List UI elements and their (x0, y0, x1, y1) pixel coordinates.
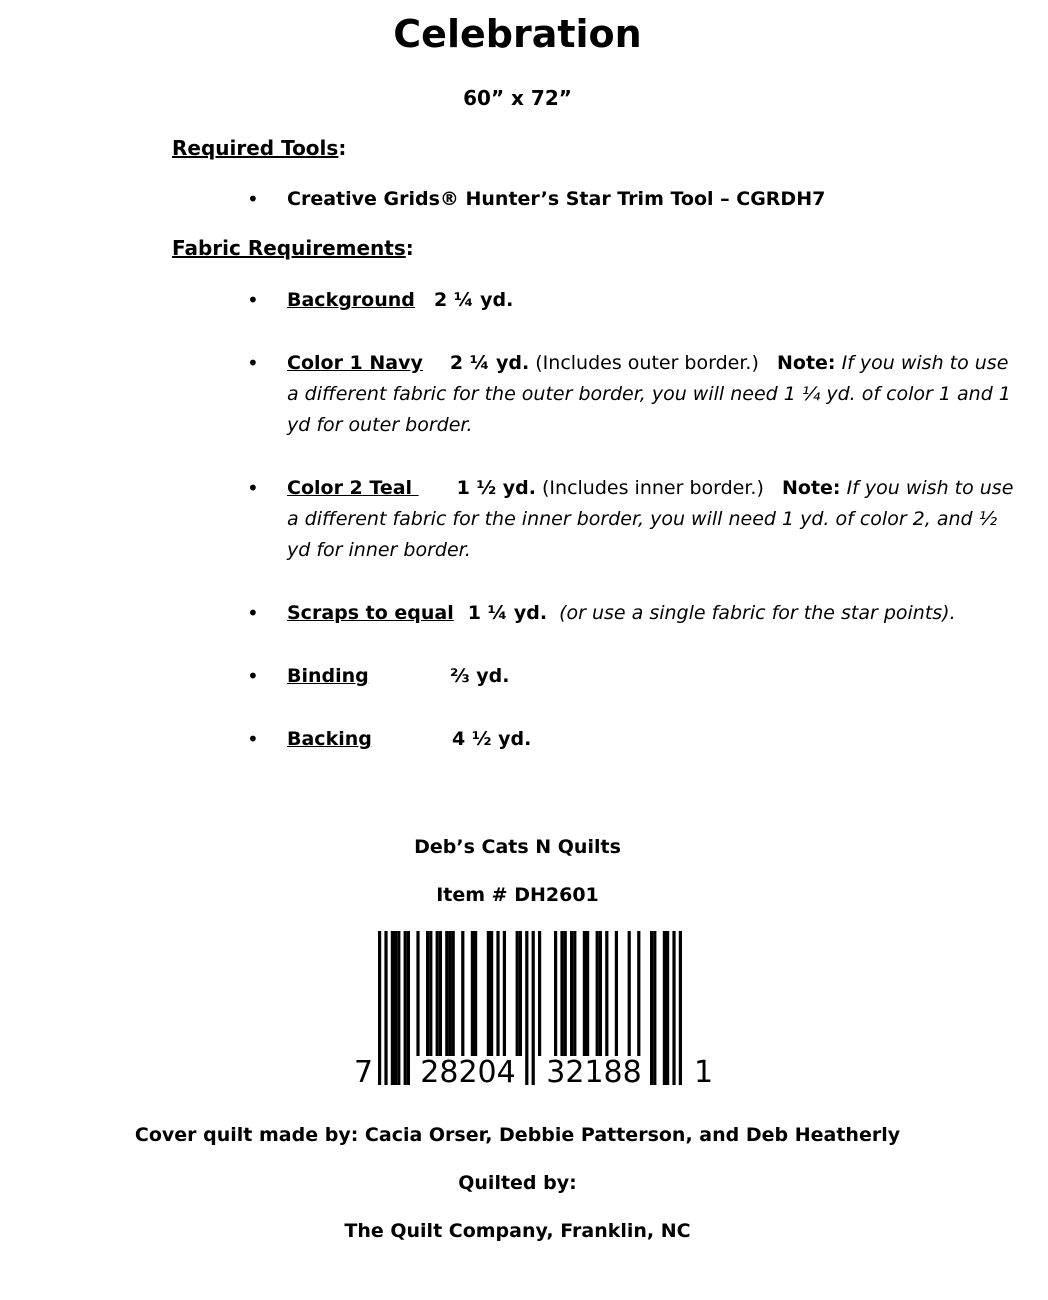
barcode-bar (516, 931, 519, 1056)
barcode-group-right: 32188 (546, 1055, 642, 1090)
barcode-bar (538, 931, 541, 1056)
fabric-detail: (Includes inner border.) (535, 477, 764, 499)
barcode-bar (596, 931, 599, 1056)
barcode-bar (599, 931, 602, 1056)
barcode-bar (439, 931, 442, 1056)
barcode-bar (519, 931, 522, 1056)
required-tools-colon: : (338, 136, 347, 160)
barcode-bar (416, 931, 419, 1056)
barcode-bar (653, 931, 656, 1085)
barcode-digit-last: 1 (694, 1055, 714, 1090)
bullet: • (247, 727, 259, 751)
fabric-amount: 2 ¼ yd. (449, 352, 530, 374)
fabric-item-color-1-navy (287, 348, 1022, 441)
fabric-label: Binding (287, 665, 369, 687)
fabric-item-color-2-teal (287, 473, 1022, 566)
fabric-amount: 4 ½ yd. (452, 728, 532, 750)
barcode-bar (605, 931, 608, 1056)
barcode-bar (384, 931, 387, 1085)
fabric-amount: 2 ¼ yd. (434, 289, 514, 311)
barcode-bar (503, 931, 506, 1056)
barcode-bar (426, 931, 429, 1056)
barcode-bar (471, 931, 474, 1056)
barcode-bar (436, 931, 439, 1056)
bullet: • (247, 476, 259, 500)
quilted-by-label: Quilted by: (458, 1172, 577, 1194)
barcode-bar (496, 931, 499, 1056)
barcode-bar (583, 931, 586, 1056)
barcode-bar (490, 931, 493, 1056)
required-tools-heading (172, 136, 346, 160)
fabric-label: Color 2 Teal (287, 477, 419, 499)
fabric-label: Scraps to equal (287, 602, 454, 624)
fabric-item-backing (287, 724, 1022, 755)
barcode-bar (672, 931, 675, 1085)
barcode-bar (474, 931, 477, 1056)
barcode-bar (564, 931, 567, 1056)
barcode-bar (637, 931, 640, 1056)
barcode-bar (586, 931, 589, 1056)
barcode-bar (445, 931, 448, 1056)
barcode-bar (429, 931, 432, 1056)
quilter-name: The Quilt Company, Franklin, NC (344, 1220, 691, 1242)
fabric-note: If you wish to use a different fabric for the inner border, you will need 1 yd. of color 2, and ½ yd for inner border. (287, 477, 1014, 561)
barcode-bar (407, 931, 410, 1085)
barcode-bar (679, 931, 682, 1085)
fabric-label: Background (287, 289, 415, 311)
fabric-amount: ⅔ yd. (450, 665, 510, 687)
note-label: Note: (777, 352, 836, 374)
fabric-note: If you wish to use a different fabric for the outer border, you will need 1 ¼ yd. of color 1 and 1 yd for outer border. (287, 352, 1011, 436)
quilt-size: 60” x 72” (463, 86, 572, 110)
fabric-item-background (287, 285, 1022, 316)
fabric-requirements-colon: : (405, 236, 414, 260)
barcode-bar (615, 931, 618, 1056)
barcode-bar (391, 931, 394, 1085)
barcode-bar (394, 931, 397, 1085)
required-tools-heading-text: Required Tools (172, 136, 339, 160)
barcode-bar (560, 931, 563, 1056)
fabric-detail: (Includes outer border.) (529, 352, 759, 374)
bullet: • (247, 288, 259, 312)
barcode-bar (570, 931, 573, 1056)
barcode (340, 925, 720, 1095)
bullet: • (247, 351, 259, 375)
fabric-requirements-heading (172, 236, 414, 260)
fabric-item-scraps (287, 598, 1022, 629)
fabric-aside: (or use a single fabric for the star points). (559, 602, 956, 624)
fabric-item-binding (287, 661, 1022, 692)
fabric-requirements-heading-text: Fabric Requirements (172, 236, 406, 260)
barcode-digit-first: 7 (354, 1055, 374, 1090)
bullet: • (247, 187, 259, 211)
barcode-bar (532, 931, 535, 1085)
barcode-bar (487, 931, 490, 1056)
bullet: • (247, 601, 259, 625)
barcode-group-left: 28204 (420, 1055, 516, 1090)
barcode-bar (628, 931, 631, 1056)
barcode-bar (650, 931, 653, 1085)
fabric-amount: 1 ½ yd. (456, 477, 536, 499)
company-name: Deb’s Cats N Quilts (414, 836, 621, 858)
barcode-bar (448, 931, 451, 1056)
bullet: • (247, 664, 259, 688)
barcode-bar (461, 931, 464, 1056)
fabric-label: Backing (287, 728, 372, 750)
barcode-bar (573, 931, 576, 1056)
barcode-bar (666, 931, 669, 1085)
barcode-bar (452, 931, 455, 1056)
cover-credit: Cover quilt made by: Cacia Orser, Debbie Patterson, and Deb Heatherly (134, 1124, 901, 1146)
barcode-bar (554, 931, 557, 1056)
barcode-bar (525, 931, 528, 1085)
barcode-bar (663, 931, 666, 1085)
barcode-bar (397, 931, 400, 1085)
tool-item: Creative Grids® Hunter’s Star Trim Tool – CGRDH7 (287, 188, 826, 210)
barcode-bar (378, 931, 381, 1085)
page-title: Celebration (393, 12, 642, 56)
fabric-amount: 1 ¼ yd. (467, 602, 548, 624)
fabric-label: Color 1 Navy (287, 352, 423, 374)
note-label: Note: (782, 477, 841, 499)
barcode-bar (404, 931, 407, 1085)
item-number: Item # DH2601 (436, 884, 599, 906)
